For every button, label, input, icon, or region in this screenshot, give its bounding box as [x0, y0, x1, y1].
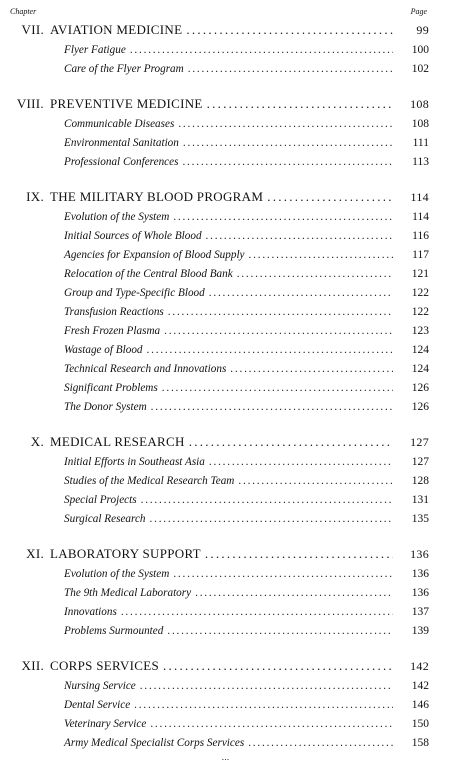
dot-leader	[206, 230, 393, 242]
section-page: 116	[412, 230, 429, 242]
dot-leader	[186, 22, 393, 38]
section-title: Army Medical Specialist Corps Services	[64, 737, 245, 749]
chapter-spacer	[0, 532, 451, 546]
dot-leader	[134, 699, 393, 711]
section-title: Professional Conferences	[64, 156, 179, 168]
chapter-entry	[0, 434, 451, 456]
section-title: Veterinary Service	[64, 718, 147, 730]
section-title: Group and Type-Specific Blood	[64, 287, 205, 299]
section-entry	[0, 606, 451, 625]
dot-leader	[167, 625, 393, 637]
chapter-entry	[0, 22, 451, 44]
dot-leader	[207, 96, 393, 112]
section-title: Evolution of the System	[64, 211, 170, 223]
section-entry	[0, 456, 451, 475]
section-page: 124	[411, 344, 429, 356]
section-entry	[0, 63, 451, 82]
chapter-page: 108	[410, 97, 429, 111]
section-title: Wastage of Blood	[64, 344, 143, 356]
dot-leader	[248, 737, 393, 749]
section-title: Environmental Sanitation	[64, 137, 179, 149]
section-page: 128	[411, 475, 429, 487]
chapter-title: PREVENTIVE MEDICINE	[50, 96, 203, 111]
dot-leader	[182, 156, 393, 168]
section-entry	[0, 306, 451, 325]
section-title: Technical Research and Innovations	[64, 363, 227, 375]
dot-leader	[267, 189, 393, 205]
section-title: Studies of the Medical Research Team	[64, 475, 235, 487]
section-entry	[0, 325, 451, 344]
section-title: Evolution of the System	[64, 568, 170, 580]
section-page: 121	[411, 268, 429, 280]
section-entry	[0, 287, 451, 306]
section-page: 100	[411, 44, 429, 56]
section-entry	[0, 230, 451, 249]
section-entry	[0, 382, 451, 401]
section-entry	[0, 699, 451, 718]
section-entry	[0, 625, 451, 644]
section-title: The Donor System	[64, 401, 147, 413]
section-entry	[0, 44, 451, 63]
section-title: Initial Efforts in Southeast Asia	[64, 456, 205, 468]
chapter-page: 114	[410, 190, 429, 204]
chapter-block	[0, 434, 451, 532]
dot-leader	[150, 718, 393, 730]
section-title: Agencies for Expansion of Blood Supply	[64, 249, 245, 261]
dot-leader	[168, 306, 393, 318]
section-title: Innovations	[64, 606, 117, 618]
section-entry	[0, 344, 451, 363]
section-title: Problems Surmounted	[64, 625, 164, 637]
chapter-number: XI.	[26, 546, 44, 561]
chapter-title: AVIATION MEDICINE	[50, 22, 183, 37]
section-title: Dental Service	[64, 699, 131, 711]
dot-leader	[121, 606, 393, 618]
chapter-spacer	[0, 644, 451, 658]
section-page: 126	[411, 382, 429, 394]
section-page: 136	[411, 587, 429, 599]
dot-leader	[188, 63, 393, 75]
dot-leader	[230, 363, 393, 375]
chapter-block	[0, 546, 451, 644]
chapter-spacer	[0, 175, 451, 189]
section-page: 131	[411, 494, 429, 506]
chapter-block	[0, 96, 451, 175]
section-entry	[0, 363, 451, 382]
section-page: 111	[412, 137, 429, 149]
chapter-title: MEDICAL RESEARCH	[50, 434, 185, 449]
section-page: 122	[411, 306, 429, 318]
section-title: Fresh Frozen Plasma	[64, 325, 161, 337]
dot-leader	[238, 475, 393, 487]
dot-leader	[178, 118, 393, 130]
dot-leader	[205, 546, 393, 562]
section-page: 108	[411, 118, 429, 130]
section-page: 122	[411, 287, 429, 299]
chapter-number: VII.	[21, 22, 44, 37]
chapter-entry	[0, 189, 451, 211]
chapter-block	[0, 658, 451, 756]
dot-leader	[164, 325, 393, 337]
dot-leader	[237, 268, 393, 280]
chapter-block	[0, 22, 451, 82]
chapter-column-label: Chapter	[10, 7, 37, 16]
section-page: 135	[411, 513, 429, 525]
section-page: 137	[411, 606, 429, 618]
dot-leader	[173, 211, 393, 223]
section-title: Nursing Service	[64, 680, 136, 692]
table-of-contents	[0, 22, 451, 756]
chapter-entry	[0, 546, 451, 568]
page-column-label: Page	[410, 7, 427, 16]
chapter-page: 99	[416, 23, 429, 37]
page-marker: ...	[221, 753, 230, 762]
section-entry	[0, 587, 451, 606]
chapter-entry	[0, 96, 451, 118]
section-page: 146	[411, 699, 429, 711]
column-header	[0, 7, 451, 21]
section-page: 114	[412, 211, 429, 223]
dot-leader	[151, 401, 393, 413]
section-page: 126	[411, 401, 429, 413]
chapter-title: THE MILITARY BLOOD PROGRAM	[50, 189, 264, 204]
section-entry	[0, 401, 451, 420]
dot-leader	[209, 456, 393, 468]
section-title: Relocation of the Central Blood Bank	[64, 268, 233, 280]
section-page: 136	[411, 568, 429, 580]
dot-leader	[209, 287, 393, 299]
section-entry	[0, 568, 451, 587]
dot-leader	[147, 344, 393, 356]
chapter-page: 127	[410, 435, 429, 449]
section-title: The 9th Medical Laboratory	[64, 587, 192, 599]
dot-leader	[173, 568, 393, 580]
section-entry	[0, 475, 451, 494]
dot-leader	[130, 44, 393, 56]
chapter-entry	[0, 658, 451, 680]
section-page: 123	[411, 325, 429, 337]
section-page: 113	[412, 156, 429, 168]
chapter-number: IX.	[26, 189, 44, 204]
dot-leader	[140, 680, 393, 692]
section-title: Transfusion Reactions	[64, 306, 164, 318]
section-entry	[0, 137, 451, 156]
section-entry	[0, 268, 451, 287]
dot-leader	[141, 494, 393, 506]
chapter-spacer	[0, 420, 451, 434]
section-entry	[0, 249, 451, 268]
section-title: Care of the Flyer Program	[64, 63, 184, 75]
section-page: 150	[411, 718, 429, 730]
section-page: 142	[411, 680, 429, 692]
section-entry	[0, 118, 451, 137]
section-entry	[0, 494, 451, 513]
section-entry	[0, 513, 451, 532]
dot-leader	[195, 587, 393, 599]
section-page: 139	[411, 625, 429, 637]
section-title: Significant Problems	[64, 382, 158, 394]
section-page: 158	[411, 737, 429, 749]
section-page: 117	[412, 249, 429, 261]
chapter-number: XII.	[21, 658, 44, 673]
section-entry	[0, 211, 451, 230]
section-title: Communicable Diseases	[64, 118, 175, 130]
section-page: 124	[411, 363, 429, 375]
chapter-spacer	[0, 82, 451, 96]
chapter-number: X.	[30, 434, 44, 449]
dot-leader	[150, 513, 393, 525]
dot-leader	[189, 434, 393, 450]
section-entry	[0, 718, 451, 737]
chapter-title: LABORATORY SUPPORT	[50, 546, 201, 561]
section-title: Flyer Fatigue	[64, 44, 126, 56]
section-page: 127	[411, 456, 429, 468]
section-entry	[0, 680, 451, 699]
section-entry	[0, 156, 451, 175]
dot-leader	[162, 382, 393, 394]
section-title: Special Projects	[64, 494, 137, 506]
chapter-page: 136	[410, 547, 429, 561]
section-title: Surgical Research	[64, 513, 146, 525]
chapter-number: VIII.	[16, 96, 44, 111]
chapter-page: 142	[410, 659, 429, 673]
dot-leader	[183, 137, 393, 149]
chapter-title: CORPS SERVICES	[50, 658, 159, 673]
section-title: Initial Sources of Whole Blood	[64, 230, 202, 242]
dot-leader	[249, 249, 393, 261]
dot-leader	[163, 658, 393, 674]
section-page: 102	[411, 63, 429, 75]
chapter-block	[0, 189, 451, 420]
